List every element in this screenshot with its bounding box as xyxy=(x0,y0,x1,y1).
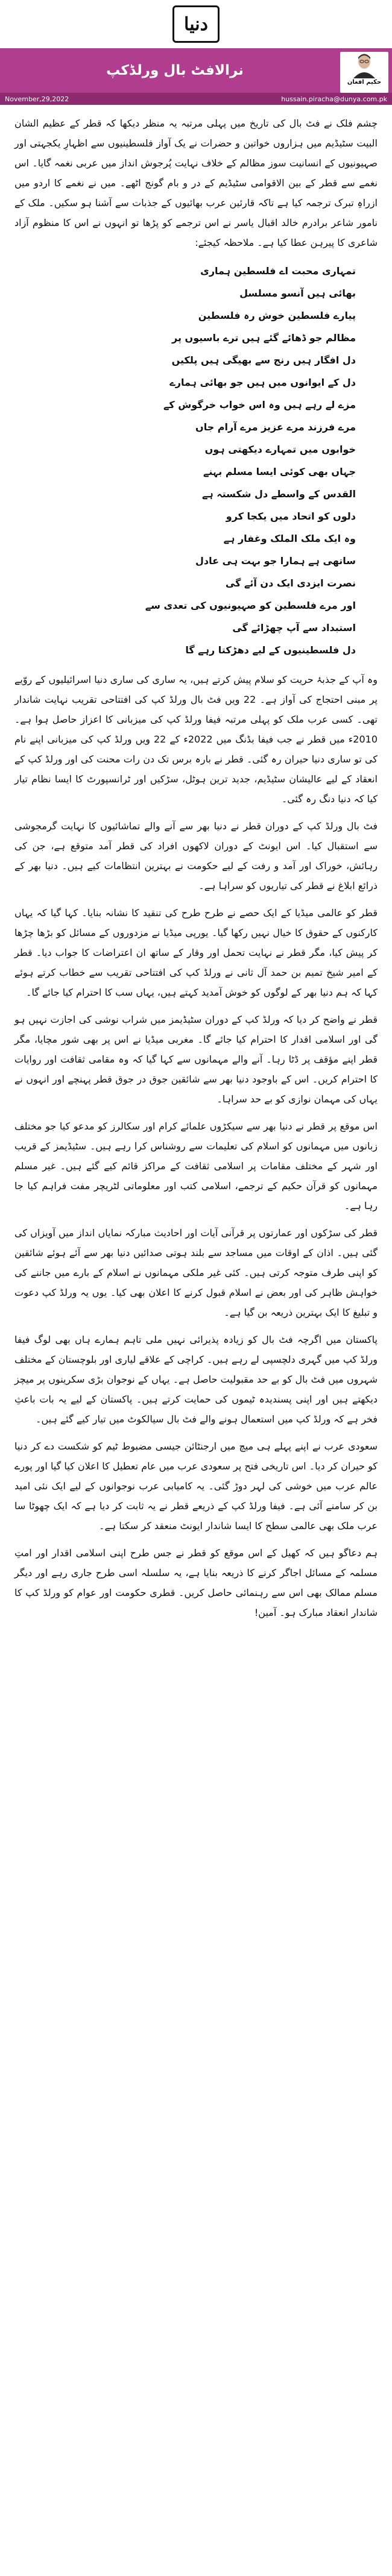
poem-line: القدس کے واسطے دل شکستہ ہے xyxy=(201,488,356,500)
poem-line: پیارے فلسطین خوش رہ فلسطین xyxy=(198,310,356,321)
article-paragraph: قطر نے واضح کر دیا کہ ورلڈ کپ کے دوران سٹیڈیمز میں شراب نوشی کی اجازت نہیں ہو گی اور اسلامی اقدار کا احترام کیا جائے گا۔ مغربی میڈیا نے اس پر بھی شور مچایا، مگر قطر اپنے مؤقف پر ڈٹا رہا۔ آنے والے مہمانوں سے کہا گیا کہ وہ مقامی ثقافت اور روایات کا احترام کریں۔ اس کے باوجود دنیا بھر سے شائقین جوق در جوق قطر پہنچے اور انہوں نے یہاں کی مہمان نوازی کو بے حد سراہا۔ xyxy=(14,1014,378,1105)
article-paragraph: اس موقع پر قطر نے دنیا بھر سے سیکڑوں علمائے کرام اور سکالرز کو مدعو کیا جو مختلف زبانوں میں مہمانوں کو اسلام کی تعلیمات سے روشناس کرا رہے ہیں۔ سٹیڈیمز کے قریب اور شہر کے مختلف مقامات پر اسلامی ثقافت کے مراکز قائم کیے گئے ہیں۔ غیر مسلم مہمانوں کو قرآن حکیم کے ترجمے، اسلامی کتب اور معلوماتی لٹریچر مفت فراہم کیا جا رہا ہے۔ xyxy=(14,1120,378,1211)
article-paragraph: سعودی عرب نے اپنے پہلے ہی میچ میں ارجنٹائن جیسی مضبوط ٹیم کو شکست دے کر دنیا کو حیران کر دیا۔ اس تاریخی فتح پر سعودی عرب میں عام تعطیل کا اعلان کیا گیا اور پورے عالم عرب میں خوشی کی لہر دوڑ گئی۔ یہ کامیابی عرب نوجوانوں کے لیے ایک نئی امید بن کر سامنے آئی ہے۔ فیفا ورلڈ کپ کے ذریعے قطر نے یہ ثابت کر دیا ہے کہ ایک چھوٹا سا عرب ملک بھی عالمی سطح کا ایسا شاندار ایونٹ منعقد کر سکتا ہے۔ xyxy=(14,1440,378,1531)
logo-text: دنیا xyxy=(184,13,208,35)
poem-line: دل کے ایوانوں میں ہیں جو بھائی ہمارے xyxy=(169,377,356,388)
masthead xyxy=(0,0,392,48)
columnist-name: حکیم افغان xyxy=(347,79,382,86)
poem-line: مظالم جو ڈھائے گئے ہیں ترے باسیوں پر xyxy=(172,332,356,344)
poem-line: دل فلسطینیوں کے لیے دھڑکتا رہے گا xyxy=(185,644,356,656)
publish-date: November,29,2022 xyxy=(5,95,69,103)
poem-block xyxy=(14,260,378,661)
author-email[interactable]: hussain.piracha@dunya.com.pk xyxy=(281,95,387,103)
poem-line: جہاں بھی کوئی ایسا مسلم بہنے xyxy=(203,466,356,477)
article-paragraph: فٹ بال ورلڈ کپ کے دوران قطر نے دنیا بھر سے آنے والے تماشائیوں کا نہایت گرمجوشی سے استقبال کیا۔ اس ایونٹ کے دوران لاکھوں افراد کی قطر آمد متوقع ہے، جن کی رہائش، خوراک اور آمد و رفت کے لیے حکومت نے بہترین انتظامات کیے ہیں۔ دنیا بھر کے ذرائع ابلاغ نے قطر کی تیاریوں کو سراہا ہے۔ xyxy=(14,820,378,891)
poem-line: بھائی ہیں آنسو مسلسل xyxy=(239,287,356,299)
poem-line: دلوں کو اتحاد میں یکجا کرو xyxy=(226,510,356,522)
poem-line: وہ ایک ملک الملک وغفار ہے xyxy=(223,533,356,544)
poem-line: خوابوں میں تمہارے دیکھتی ہوں xyxy=(204,444,356,455)
column-title: نرالافٹ بال ورلڈکپ xyxy=(106,63,244,78)
poem-line: اور مرے فلسطین کو صہیونیوں کی تعدی سے xyxy=(145,600,356,611)
columnist-photo xyxy=(340,52,388,78)
poem-line: دل افگار ہیں رنج سے بھیگی ہیں پلکیں xyxy=(171,354,356,366)
poem-line: ساتھی ہے ہمارا جو بہت ہی عادل xyxy=(195,555,356,567)
meta-row xyxy=(0,93,392,105)
article-paragraph: ہم دعاگو ہیں کہ کھیل کے اس موقع کو قطر نے جس طرح اپنی اسلامی اقدار اور امتِ مسلمہ کے مسائل اجاگر کرنے کا ذریعہ بنایا ہے، یہ سلسلہ اسی طرح جاری رہے اور دیگر مسلم ممالک بھی اس سے رہنمائی حاصل کریں۔ قطری حکومت اور عوام کو ورلڈ کپ کا شاندار انعقاد مبارک ہو۔ آمین! xyxy=(14,1547,378,1618)
columnist-card xyxy=(340,52,388,93)
article-body xyxy=(0,105,392,1623)
poem-line: استبداد سے آپ چھڑائے گی xyxy=(232,622,356,633)
article-paragraph: وہ آپ کے جذبۂ حریت کو سلام پیش کرتے ہیں، یہ ساری کی ساری دنیا اسرائیلیوں کے روّیے پر مبنی احتجاج کی آواز ہے۔ 22 ویں فٹ بال ورلڈ کپ کی افتتاحی تقریب نہایت شاندار تھی۔ کسی عرب ملک کو پہلی مرتبہ فیفا ورلڈ کپ کی میزبانی کا اعزاز حاصل ہوا ہے۔ 2010ء میں قطر نے جب فیفا بڈنگ میں 2022ء کے 22 ویں ورلڈ کپ کی میزبانی اپنے نام کی تو ساری دنیا حیران رہ گئی۔ قطر نے بارہ برس تک دن رات محنت کی اور ورلڈ کپ کے انعقاد کے لیے عالیشان سٹیڈیم، جدید ترین ہوٹل، سڑکیں اور ٹرانسپورٹ کا ایسا نظام تیار کیا کہ دنیا دنگ رہ گئی۔ xyxy=(14,674,378,805)
column-banner xyxy=(0,48,392,93)
article-paragraph: قطر کی سڑکوں اور عمارتوں پر قرآنی آیات اور احادیث مبارکہ نمایاں انداز میں آویزاں کی گئی ہیں۔ اذان کے اوقات میں مساجد سے بلند ہوتی صدائیں دنیا بھر سے آئے ہوئے شائقین کو اپنی طرف متوجہ کرتی ہیں۔ کئی غیر ملکی مہمانوں نے اسلام کے بارے میں جاننے کی خواہش ظاہر کی اور بعض نے اسلام قبول کرنے کا اعلان بھی کیا۔ یوں یہ ورلڈ کپ دعوت و تبلیغ کا ایک بہترین ذریعہ بن گیا ہے۔ xyxy=(14,1227,378,1318)
article-paragraph: چشم فلک نے فٹ بال کی تاریخ میں پہلی مرتبہ یہ منظر دیکھا کہ قطر کے عظیم الشان البیت سٹیڈیم میں ہزاروں خواتین و حضرات نے یک آواز فلسطینیوں سے اظہارِ یکجہتی اور صہیونیوں کے انسانیت سوز مظالم کے خلاف نہایت پُرجوش انداز میں عربی نغمہ گایا۔ اس نغمے سے قطر کے بین الاقوامی سٹیڈیم کے در و بام گونج اٹھے۔ میں نے نغمے کا اردو میں ازراہِ تبرک ترجمہ کیا ہے تاکہ قارئین عرب بھائیوں کے جذبات سے آشنا ہو سکیں۔ ملک کے نامور شاعر برادرم خالد اقبال یاسر نے اس ترجمے کو پڑھا تو انہوں نے اس کا منظوم آزاد شاعری کا پیرہن عطا کیا ہے۔ ملاحظہ کیجئے: xyxy=(14,118,378,248)
poem-line: نصرت ایزدی ایک دن آئے گی xyxy=(225,577,356,589)
dunya-logo[interactable] xyxy=(172,5,220,43)
poem-line: مرے فرزند مرے عزیز مرے آرام جاں xyxy=(195,421,356,433)
poem-line: مزے لے رہے ہیں وہ اس خواب خرگوش کے xyxy=(163,399,356,410)
article-paragraph: پاکستان میں اگرچہ فٹ بال کو زیادہ پذیرائی نہیں ملی تاہم ہمارے ہاں بھی لوگ فیفا ورلڈ کپ میں گہری دلچسپی لے رہے ہیں۔ کراچی کے علاقے لیاری اور بلوچستان کے مختلف شہروں میں فٹ بال کو بے حد مقبولیت حاصل ہے۔ یہاں کے نوجوان بڑی سکرینوں پر میچز دیکھتے ہیں اور اپنی پسندیدہ ٹیموں کی حمایت کرتے ہیں۔ پاکستان کے لیے یہ بات باعثِ فخر ہے کہ ورلڈ کپ میں استعمال ہونے والے فٹ بال سیالکوٹ میں تیار کیے گئے ہیں۔ xyxy=(14,1334,378,1425)
article-paragraph: قطر کو عالمی میڈیا کے ایک حصے نے طرح طرح کی تنقید کا نشانہ بنایا۔ کہا گیا کہ یہاں کارکنوں کے حقوق کا خیال نہیں رکھا گیا۔ یورپی میڈیا نے مزدوروں کے مسائل کو بڑھا چڑھا کر پیش کیا، مگر قطر نے نہایت تحمل اور وقار کے ساتھ ان اعتراضات کا جواب دیا۔ قطر کے امیر شیخ تمیم بن حمد آل ثانی نے ورلڈ کپ کی افتتاحی تقریب سے خطاب کرتے ہوئے کہا کہ ہم دنیا بھر کے لوگوں کو خوش آمدید کہتے ہیں، یہاں سب کا احترام کیا جائے گا۔ xyxy=(14,907,378,998)
poem-line: تمہاری محبت اے فلسطین ہماری xyxy=(200,265,356,277)
